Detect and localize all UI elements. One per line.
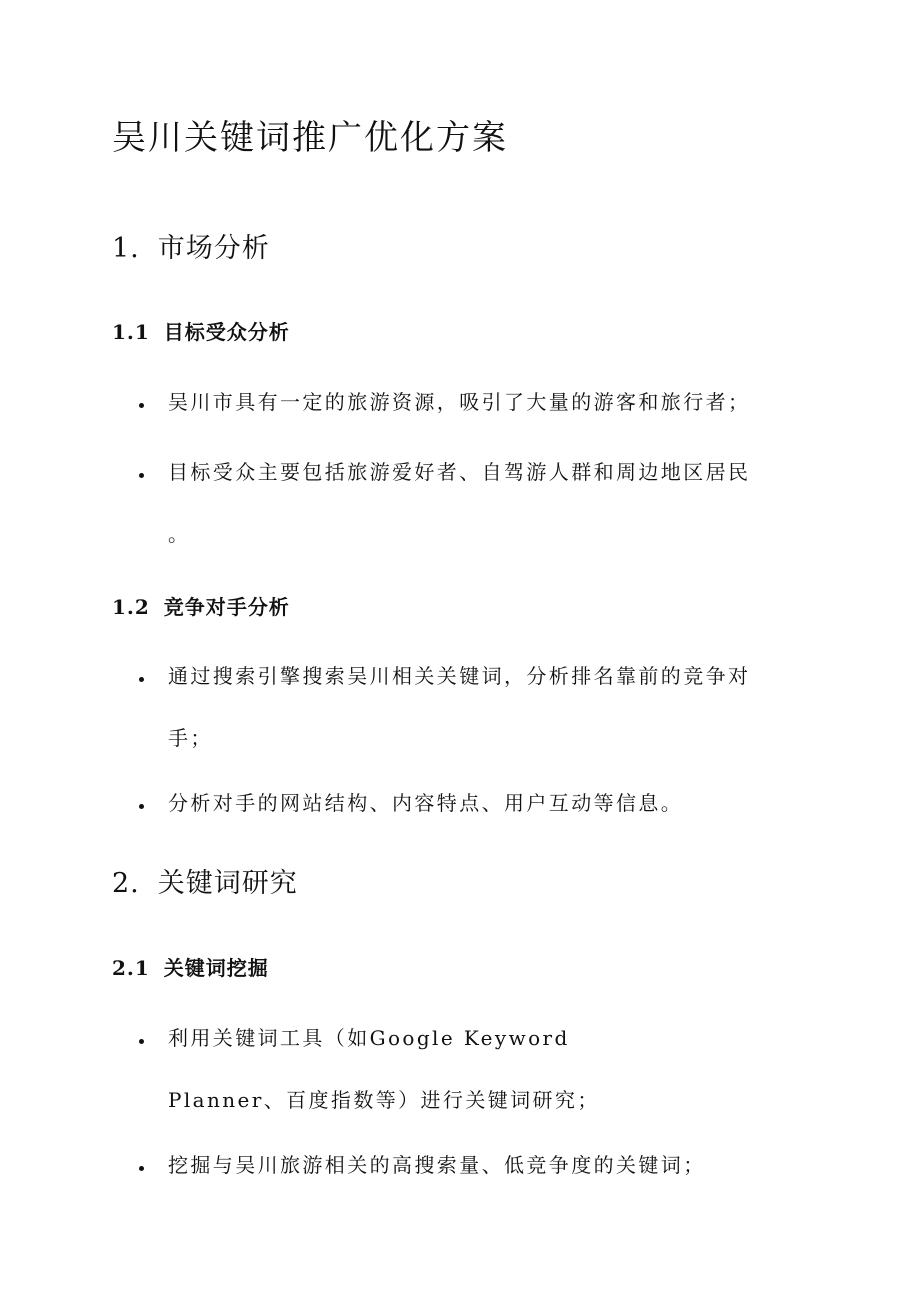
subsection-number: 1.1 xyxy=(112,320,150,344)
bullet-dot-icon xyxy=(139,473,144,478)
section-title: 市场分析 xyxy=(157,233,270,264)
list-item-text: 分析对手的网站结构、内容特点、用户互动等信息。 xyxy=(168,791,684,815)
bullet-dot-icon xyxy=(139,403,144,408)
subsection-title: 目标受众分析 xyxy=(163,320,290,344)
subsection-title: 竞争对手分析 xyxy=(163,595,290,619)
section-number: 1. xyxy=(112,233,140,264)
list-item-text: 吴川市具有一定的旅游资源，吸引了大量的游客和旅行者； xyxy=(168,390,751,414)
subsection-heading-keyword-mining xyxy=(112,952,269,981)
bullet-dot-icon xyxy=(139,1039,144,1044)
section-heading-keyword-research xyxy=(112,861,298,900)
list-item-text: 通过搜索引擎搜索吴川相关关键词，分析排名靠前的竞争对 手； xyxy=(168,664,751,750)
bullet-dot-icon xyxy=(139,677,144,682)
subsection-title: 关键词挖掘 xyxy=(163,956,269,980)
list-item-text: 目标受众主要包括旅游爱好者、自驾游人群和周边地区居民 。 xyxy=(168,460,751,546)
bullet-dot-icon xyxy=(139,804,144,809)
list-item-text: 挖掘与吴川旅游相关的高搜索量、低竞争度的关键词； xyxy=(168,1153,706,1177)
list-item-text: 利用关键词工具（如Google Keyword Planner、百度指数等）进行关键词研究； xyxy=(168,1026,600,1112)
subsection-heading-competitor-analysis xyxy=(112,591,290,620)
subsection-number: 1.2 xyxy=(112,595,150,619)
bullet-dot-icon xyxy=(139,1166,144,1171)
subsection-heading-target-audience xyxy=(112,316,290,345)
section-number: 2. xyxy=(112,868,140,899)
section-title: 关键词研究 xyxy=(157,868,298,899)
document-title: 吴川关键词推广优化方案 xyxy=(112,118,508,158)
section-heading-market-analysis xyxy=(112,226,270,265)
subsection-number: 2.1 xyxy=(112,956,150,980)
